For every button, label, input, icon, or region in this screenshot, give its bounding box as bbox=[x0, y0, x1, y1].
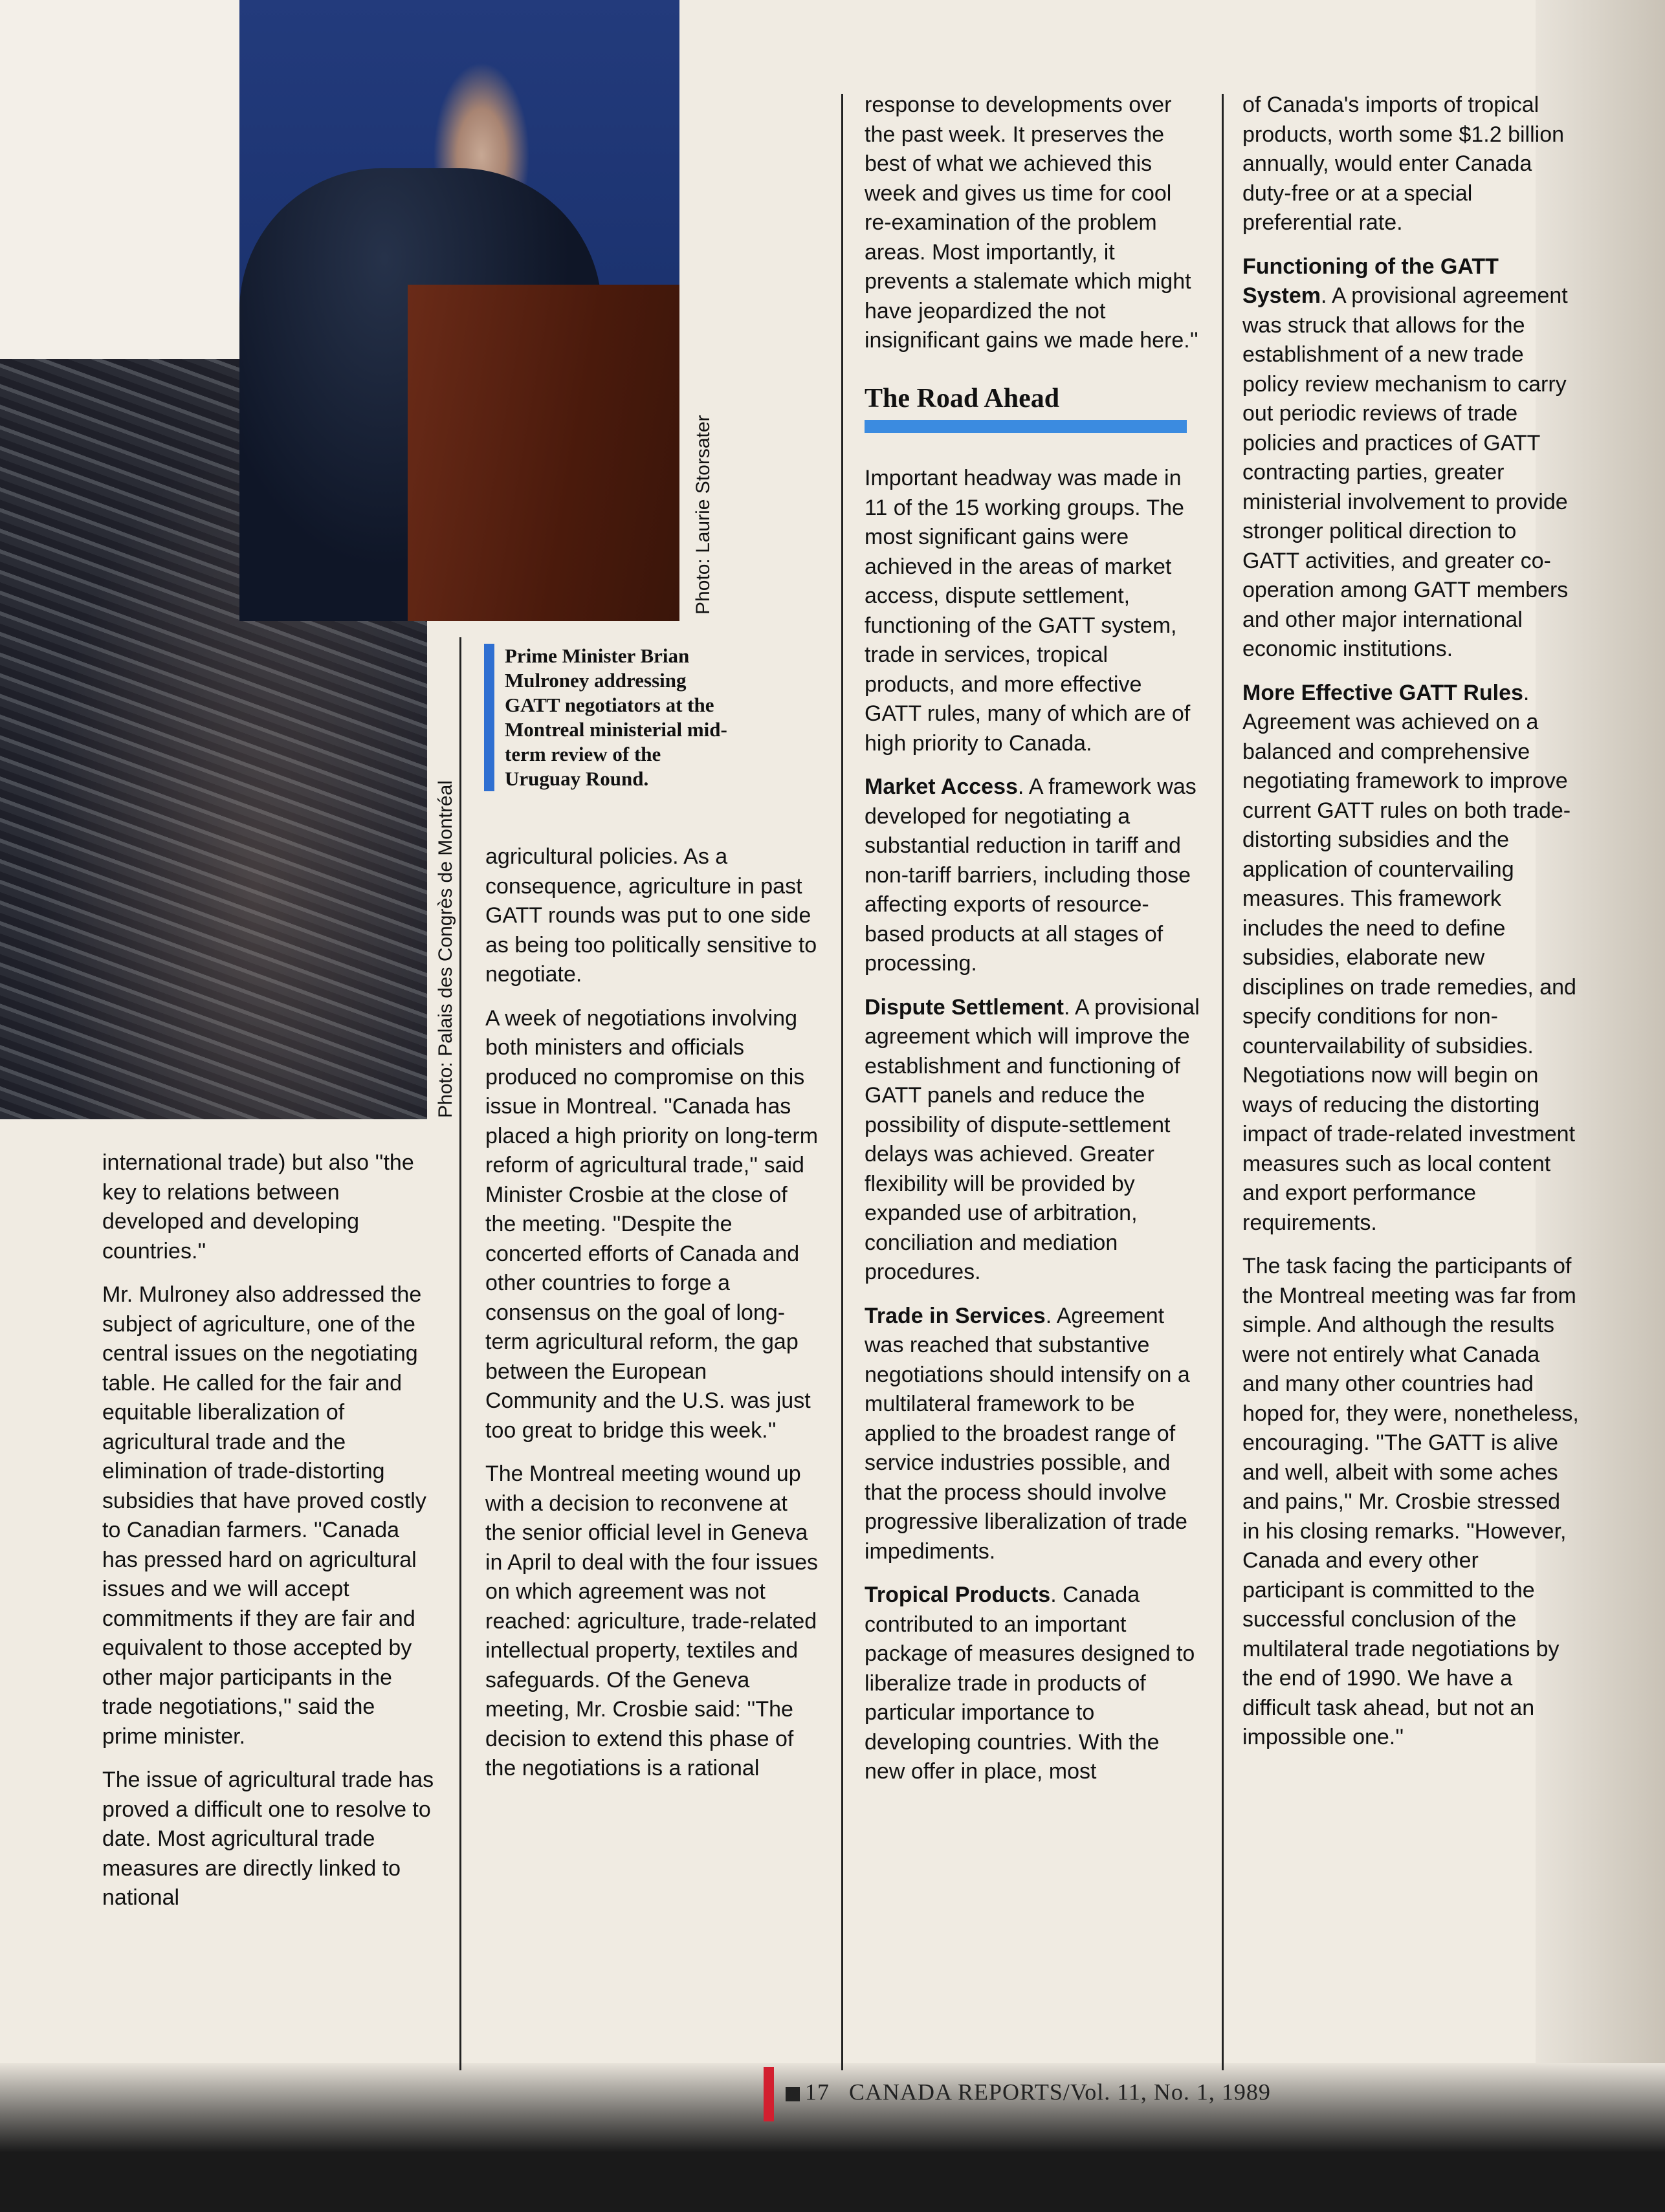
paragraph: Functioning of the GATT System. A provisional agreement was struck that allows for the establishment of a new trade policy review mechanism to carry out periodic reviews of trade policies and practices of GATT contracting parties, greater ministerial involvement to provide stronger political direction to GATT activities, and greater co-operation among GATT members and other major international economic institutions. bbox=[1242, 254, 1569, 661]
run-in-heading: Dispute Settlement bbox=[865, 994, 1064, 1020]
publication-title: CANADA REPORTS/Vol. 11, No. 1, 1989 bbox=[849, 2079, 1271, 2105]
paragraph: response to developments over the past week. It preserves the best of what we achieved this week and gives us time for cool re-examination of the problem areas. Most importantly, it prevents a stalemate which might have jeopardized the not insignificant gains we made here.'' bbox=[865, 93, 1198, 353]
photo-caption: Prime Minister Brian Mulroney addressing GATT negotiators at the Montreal ministerial mid-term review of the Uruguay Round. bbox=[484, 644, 738, 791]
prime-minister-photo bbox=[239, 0, 679, 621]
square-bullet-icon bbox=[786, 2087, 800, 2101]
paragraph: More Effective GATT Rules. Agreement was achieved on a balanced and comprehensive negotiating framework to improve current GATT rules on both trade-distorting subsidies and the application of countervailing measures. This framework includes the need to define subsidies, elaborate new disciplines on trade remedies, and specify conditions for non-countervailability of subsidies. Negotiations now will begin on ways of reducing the distorting impact of trade-related investment measures such as local content and export performance requirements. bbox=[1242, 680, 1576, 1235]
column-rule bbox=[459, 637, 461, 2070]
paragraph: Trade in Services. Agreement was reached that substantive negotiations should intensify on a multilateral framework to be applied to the broadest range of service industries possible, and that the process should involve progressive liberalization of trade impediments. bbox=[865, 1303, 1190, 1564]
paragraph: agricultural policies. As a consequence, agriculture in past GATT rounds was put to one side as being too politically sensitive to negotiate. bbox=[485, 844, 817, 987]
column-rule bbox=[841, 94, 843, 2070]
paragraph: A week of negotiations involving both ministers and officials produced no compromise on this issue in Montreal. ''Canada has placed a high priority on long-term reform of agricultural trade,'' said Minister Crosbie at the close of the meeting. ''Despite the concerted efforts of Canada and other countries to forge a consensus on the goal of long-term agricultural reform, the gap between the European Community and the U.S. was just too great to bridge this week.'' bbox=[485, 1005, 819, 1443]
podium bbox=[408, 285, 679, 621]
run-in-heading: Tropical Products bbox=[865, 1582, 1051, 1607]
red-marker bbox=[764, 2067, 774, 2121]
column-4 bbox=[1242, 91, 1579, 1767]
photo-credit-bottom: Photo: Palais des Congrès de Montréal bbox=[435, 780, 456, 1118]
photo-credit-top: Photo: Laurie Storsater bbox=[692, 415, 714, 615]
paragraph: The Montreal meeting wound up with a decision to reconvene at the senior official level in Geneva in April to deal with the four issues on which agreement was not reached: agriculture, trade-related intellectual property, textiles and safeguards. Of the Geneva meeting, Mr. Crosbie said: ''The decision to extend this phase of the negotiations is a rational bbox=[485, 1462, 819, 1780]
run-in-heading: Trade in Services bbox=[865, 1303, 1046, 1328]
run-in-heading: Market Access bbox=[865, 774, 1018, 799]
paragraph: Dispute Settlement. A provisional agreement which will improve the establishment and functioning of GATT panels and reduce the possibility of dispute-settlement delays was achieved. Greater flexibility will be provided by expanded use of arbitration, conciliation and mediation procedures. bbox=[865, 994, 1200, 1284]
page-footer bbox=[764, 2067, 1271, 2121]
section-heading: The Road Ahead bbox=[865, 383, 1060, 413]
column-3 bbox=[865, 91, 1201, 1801]
page-number: 17 bbox=[805, 2079, 830, 2105]
paragraph: Important headway was made in 11 of the 15 working groups. The most significant gains were achieved in the areas of market access, dispute settlement, functioning of the GATT system, trade in services, tropical products, and more effective GATT rules, many of which are of high priority to Canada. bbox=[865, 466, 1191, 756]
blank-area bbox=[0, 0, 239, 359]
paragraph: of Canada's imports of tropical products, worth some $1.2 billion annually, would enter Canada duty-free or at a special preferential rate. bbox=[1242, 93, 1565, 235]
column-2 bbox=[485, 842, 821, 1798]
paragraph: Mr. Mulroney also addressed the subject of agriculture, one of the central issues on the negotiating table. He called for the fair and equitable liberalization of agricultural trade and the elimination of trade-distorting subsidies that have proved costly to Canadian farmers. ''Canada has pressed hard on agricultural issues and we will accept commitments if they are fair and equivalent to those accepted by other major participants in the trade negotiations,'' said the prime minister. bbox=[102, 1282, 426, 1749]
paragraph: international trade) but also ''the key to relations between developed and developing countries.'' bbox=[102, 1150, 414, 1264]
column-rule bbox=[1222, 94, 1224, 2070]
column-1 bbox=[102, 1148, 436, 1927]
paragraph: Market Access. A framework was developed for negotiating a substantial reduction in tariff and non-tariff barriers, including those affecting exports of resource-based products at all stages of processing. bbox=[865, 774, 1196, 976]
heading-rule bbox=[865, 420, 1187, 433]
paragraph: Tropical Products. Canada contributed to an important package of measures designed to liberalize trade in products of particular importance to developing countries. With the new offer in place, most bbox=[865, 1582, 1195, 1784]
paragraph: The issue of agricultural trade has proved a difficult one to resolve to date. Most agricultural trade measures are directly linked to national bbox=[102, 1768, 434, 1910]
paragraph: The task facing the participants of the Montreal meeting was far from simple. And although the results were not entirely what Canada and many other countries had hoped for, they were, nonetheless, encouraging. ''The GATT is alive and well, albeit with some aches and pains,'' Mr. Crosbie stressed in his closing remarks. ''However, Canada and every other participant is committed to the successful conclusion of the multilateral trade negotiations by the end of 1990. We have a difficult task ahead, but not an impossible one.'' bbox=[1242, 1254, 1579, 1749]
run-in-heading: Functioning of the GATT System bbox=[1242, 254, 1499, 308]
run-in-heading: More Effective GATT Rules bbox=[1242, 680, 1523, 705]
